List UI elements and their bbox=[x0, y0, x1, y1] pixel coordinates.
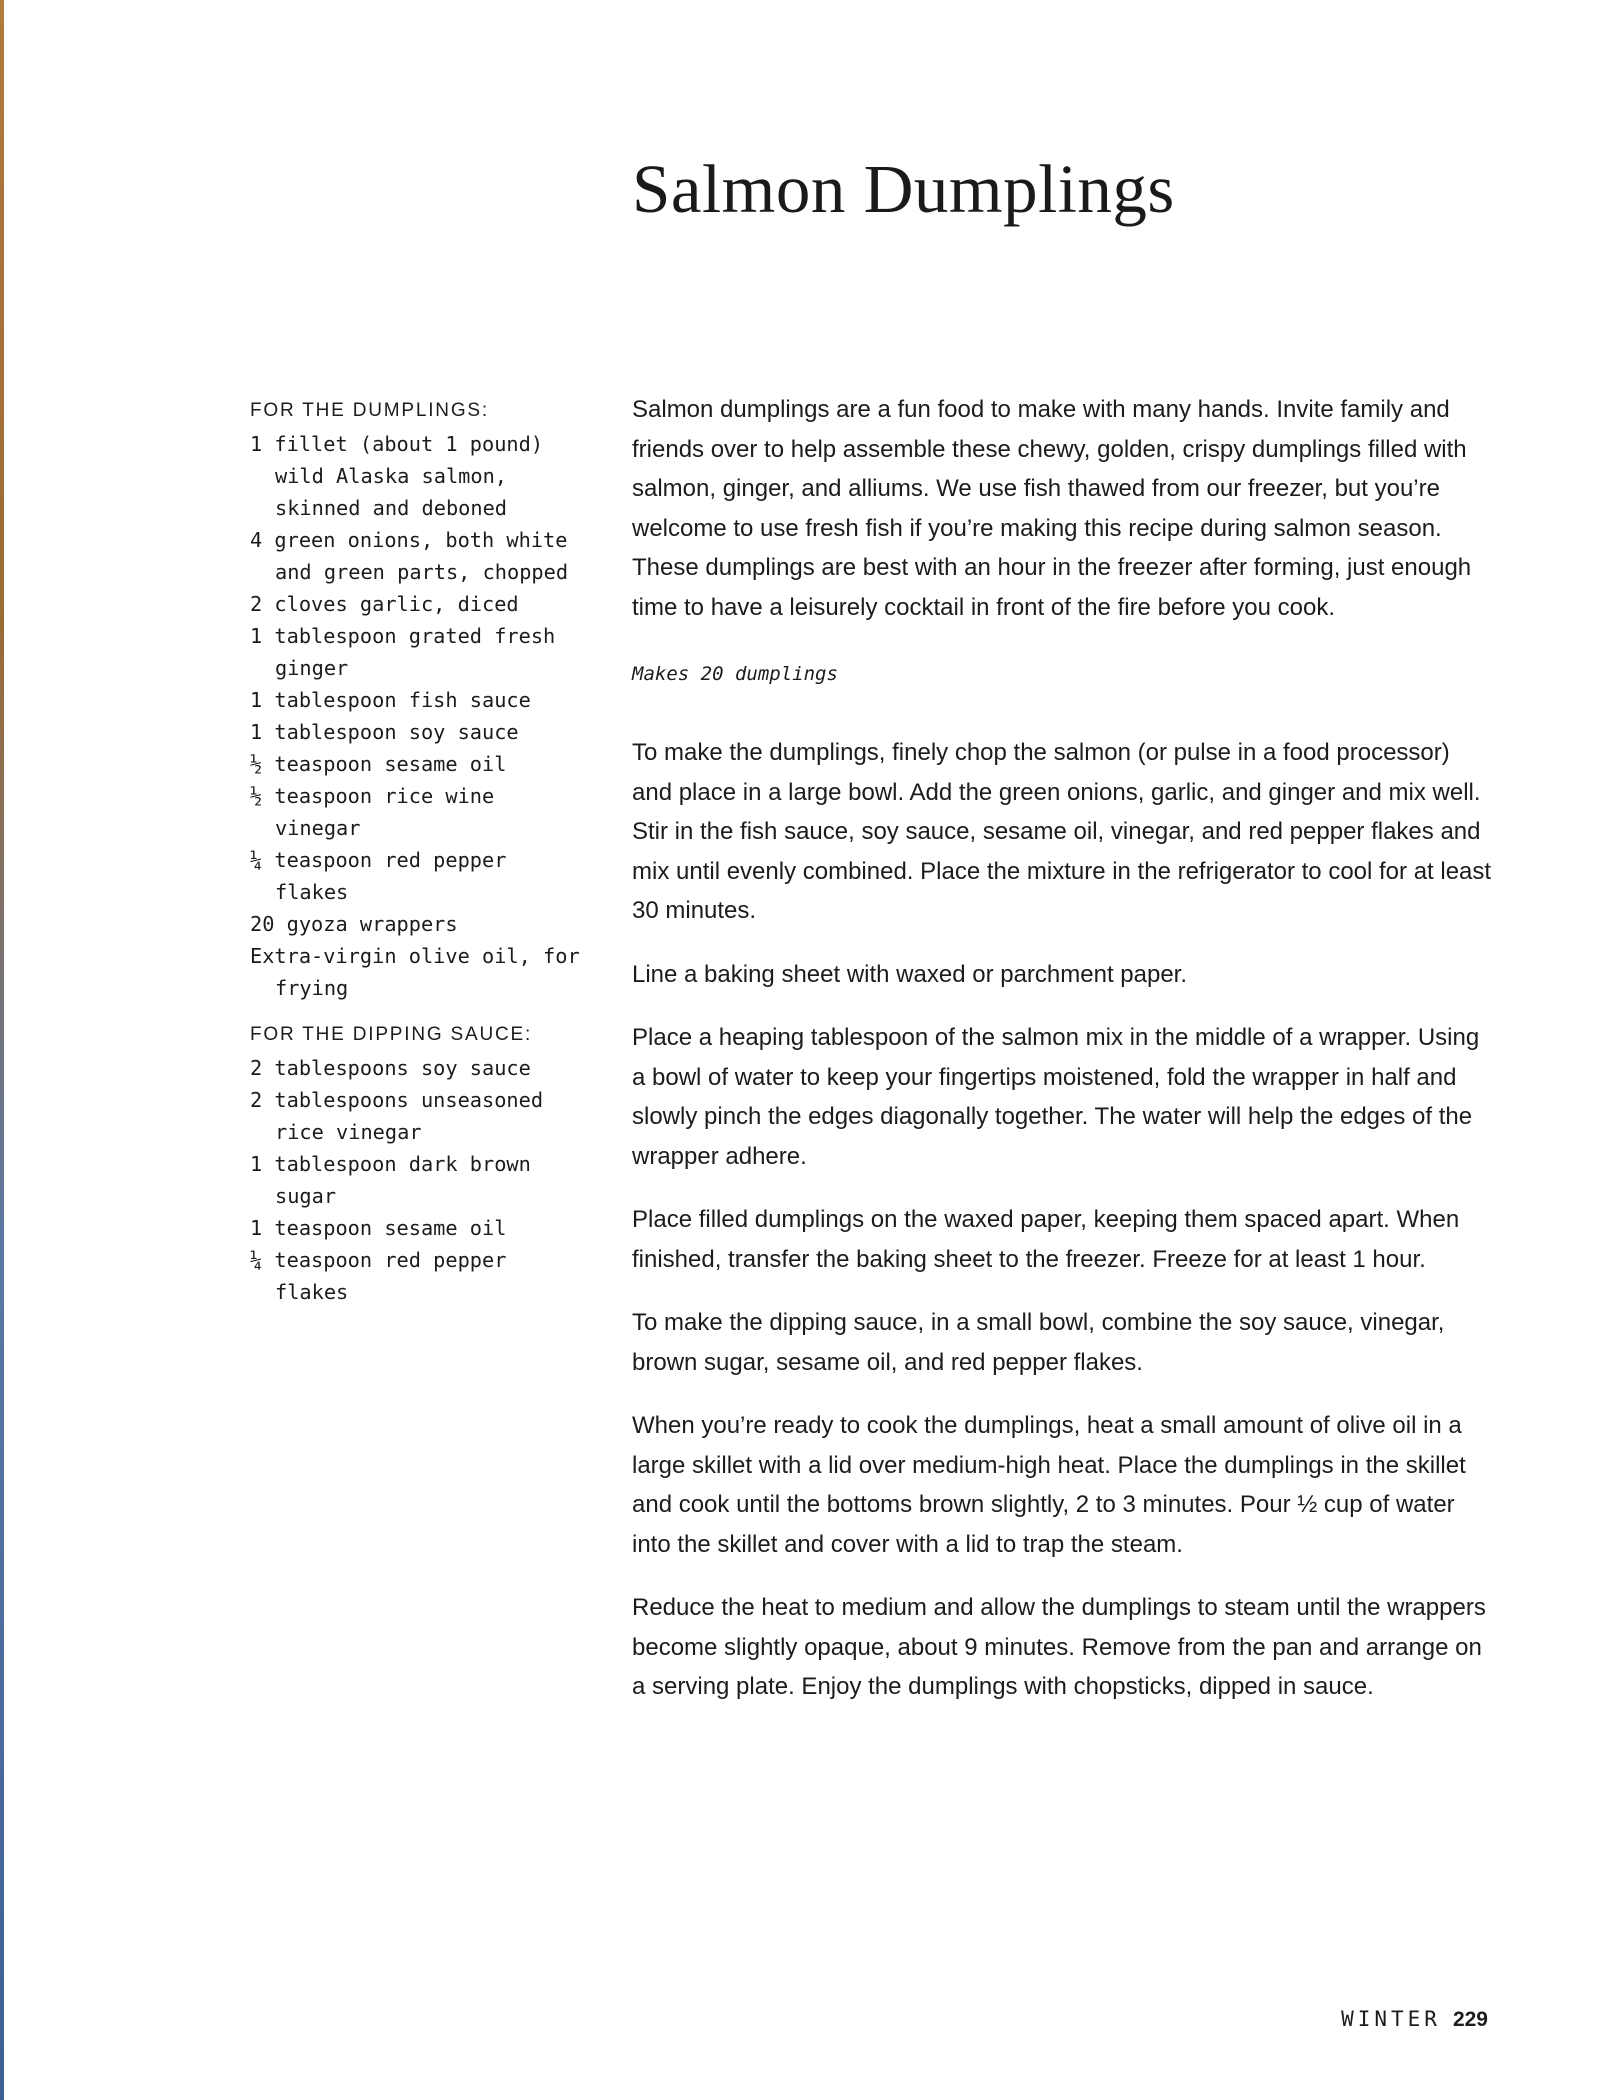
ingredient-item: 20 gyoza wrappers bbox=[250, 912, 458, 936]
ingredient-item: ¼ teaspoon red pepper flakes bbox=[250, 1248, 507, 1304]
method-step: Place a heaping tablespoon of the salmon mix in the middle of a wrapper. Using a bowl of water to keep your fingertips moistened, fold the wrapper in half and slowly pinch the edges diagonally together. The water will help the edges of the wrapper adhere. bbox=[632, 1024, 1480, 1170]
sauce-ingredients-heading: FOR THE DIPPING SAUCE: bbox=[250, 1024, 533, 1045]
dumplings-ingredients-heading: FOR THE DUMPLINGS: bbox=[250, 400, 489, 421]
ingredient-item: ¼ teaspoon red pepper flakes bbox=[250, 848, 507, 904]
method-step: Line a baking sheet with waxed or parchment paper. bbox=[632, 960, 1188, 988]
ingredient-item: 1 teaspoon sesame oil bbox=[250, 1216, 507, 1240]
dumplings-ingredients-list bbox=[250, 428, 580, 1004]
yield-line: Makes 20 dumplings bbox=[632, 663, 838, 685]
ingredient-item: 1 fillet (about 1 pound) wild Alaska salmon, skinned and deboned bbox=[250, 432, 544, 520]
recipe-title: Salmon Dumplings bbox=[632, 151, 1175, 227]
method-column bbox=[632, 390, 1492, 1731]
method-step: To make the dumplings, finely chop the salmon (or pulse in a food processor) and place in a large bowl. Add the green onions, garlic, and ginger and mix well. Stir in the fish sauce, soy sauce, sesame oil, vinegar, and red pepper flakes and mix until evenly combined. Place the mixture in the refrigerator to cool for at least 30 minutes. bbox=[632, 739, 1492, 924]
ingredient-item: 1 tablespoon grated fresh ginger bbox=[250, 624, 556, 680]
ingredient-item: 4 green onions, both white and green parts, chopped bbox=[250, 528, 569, 584]
ingredients-column bbox=[250, 398, 580, 1308]
page-footer bbox=[1341, 2007, 1488, 2032]
ingredient-item: ½ teaspoon rice wine vinegar bbox=[250, 784, 495, 840]
ingredient-item: 2 tablespoons unseasoned rice vinegar bbox=[250, 1088, 544, 1144]
page-edge-strip bbox=[0, 0, 4, 2100]
method-step: Place filled dumplings on the waxed paper, keeping them spaced apart. When finished, transfer the baking sheet to the freezer. Freeze for at least 1 hour. bbox=[632, 1206, 1460, 1273]
ingredient-item: 2 tablespoons soy sauce bbox=[250, 1056, 531, 1080]
page-number: 229 bbox=[1452, 2008, 1488, 2031]
section-label: WINTER bbox=[1341, 2007, 1441, 2031]
ingredient-item: ½ teaspoon sesame oil bbox=[250, 752, 507, 776]
method-step: To make the dipping sauce, in a small bowl, combine the soy sauce, vinegar, brown sugar, sesame oil, and red pepper flakes. bbox=[632, 1309, 1445, 1376]
intro-paragraph: Salmon dumplings are a fun food to make with many hands. Invite family and friends over to help assemble these chewy, golden, crispy dumplings filled with salmon, ginger, and alliums. We use fish thawed from our freezer, but you’re welcome to use fresh fish if you’re making this recipe during salmon season. These dumplings are best with an hour in the freezer after forming, just enough time to have a leisurely cocktail in front of the fire before you cook. bbox=[632, 396, 1472, 621]
sauce-ingredients-list bbox=[250, 1052, 580, 1308]
ingredient-item: 2 cloves garlic, diced bbox=[250, 592, 519, 616]
ingredient-item: Extra-virgin olive oil, for frying bbox=[250, 944, 580, 1000]
ingredient-item: 1 tablespoon dark brown sugar bbox=[250, 1152, 531, 1208]
ingredient-item: 1 tablespoon fish sauce bbox=[250, 688, 531, 712]
ingredient-item: 1 tablespoon soy sauce bbox=[250, 720, 519, 744]
method-step: Reduce the heat to medium and allow the dumplings to steam until the wrappers become slightly opaque, about 9 minutes. Remove from the pan and arrange on a serving plate. Enjoy the dumplings with chopsticks, dipped in sauce. bbox=[632, 1594, 1486, 1700]
method-step: When you’re ready to cook the dumplings, heat a small amount of olive oil in a large skillet with a lid over medium-high heat. Place the dumplings in the skillet and cook until the bottoms brown slightly, 2 to 3 minutes. Pour ½ cup of water into the skillet and cover with a lid to trap the steam. bbox=[632, 1412, 1466, 1558]
